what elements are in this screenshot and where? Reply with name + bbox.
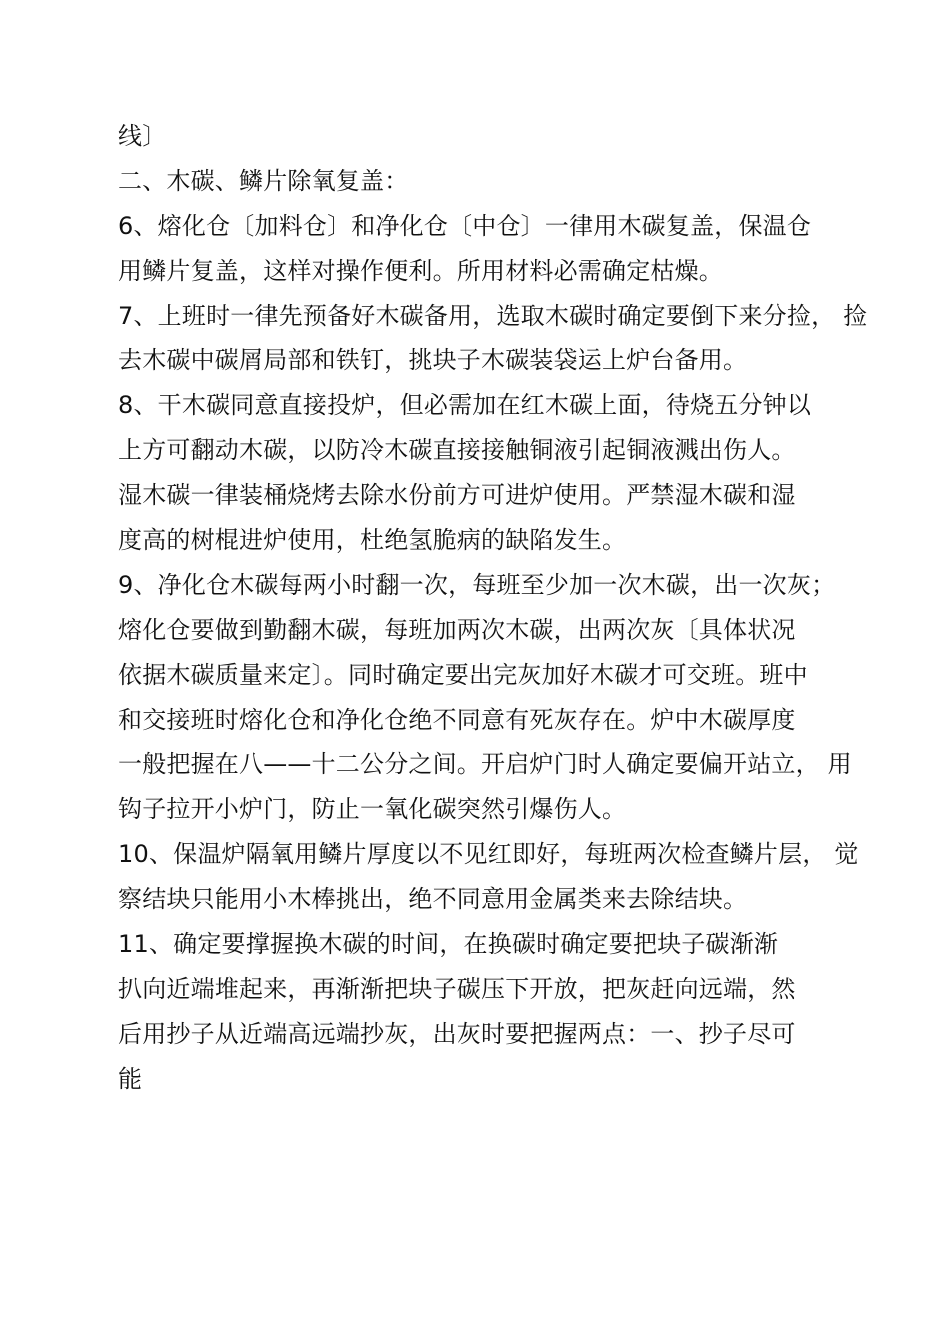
text-line: 能 — [118, 1064, 143, 1093]
text-line: 度高的树棍进炉使用，杜绝氢脆病的缺陷发生。 — [118, 526, 627, 555]
text-line: 依据木碳质量来定〕。同时确定要出完灰加好木碳才可交班。班中 — [118, 660, 808, 689]
text-line: 11、确定要撑握换木碳的时间，在换碳时确定要把块子碳渐渐 — [118, 930, 779, 959]
text-line: 一般把握在八——十二公分之间。开启炉门时人确定要偏开站立， 用 — [118, 750, 852, 779]
text-line: 去木碳中碳屑局部和铁钉，挑块子木碳装袋运上炉台备用。 — [118, 346, 748, 375]
text-line: 扒向近端堆起来，再渐渐把块子碳压下开放，把灰赶向远端，然 — [118, 974, 796, 1003]
text-line: 9、净化仓木碳每两小时翻一次，每班至少加一次木碳，出一次灰； — [118, 570, 836, 599]
text-line: 湿木碳一律装桶烧烤去除水份前方可进炉使用。严禁湿木碳和湿 — [118, 481, 796, 510]
section-heading: 二、木碳、鳞片除氧复盖： — [118, 166, 409, 195]
text-line: 线〕 — [118, 122, 167, 150]
text-line: 察结块只能用小木棒挑出，绝不同意用金属类来去除结块。 — [118, 885, 748, 914]
text-line: 用鳞片复盖，这样对操作便利。所用材料必需确定枯燥。 — [118, 256, 723, 285]
text-line: 熔化仓要做到勤翻木碳，每班加两次木碳，出两次灰〔具体状况 — [118, 615, 796, 644]
text-line: 7、上班时一律先预备好木碳备用，选取木碳时确定要倒下来分捡， 捡 — [118, 301, 868, 330]
text-line: 钩子拉开小炉门，防止一氧化碳突然引爆伤人。 — [118, 795, 627, 824]
text-line: 8、干木碳同意直接投炉，但必需加在红木碳上面，待烧五分钟以 — [118, 391, 812, 420]
text-line: 上方可翻动木碳，以防冷木碳直接接触铜液引起铜液溅出伤人。 — [118, 436, 796, 465]
document-page — [118, 114, 868, 1102]
text-line: 后用抄子从近端高远端抄灰，出灰时要把握两点：一、抄子尽可 — [118, 1019, 796, 1048]
text-line: 10、保温炉隔氧用鳞片厚度以不见红即好，每班两次检查鳞片层， 觉 — [118, 840, 859, 869]
text-line: 和交接班时熔化仓和净化仓绝不同意有死灰存在。炉中木碳厚度 — [118, 705, 796, 734]
text-line: 6、熔化仓〔加料仓〕和净化仓〔中仓〕一律用木碳复盖，保温仓 — [118, 211, 812, 240]
